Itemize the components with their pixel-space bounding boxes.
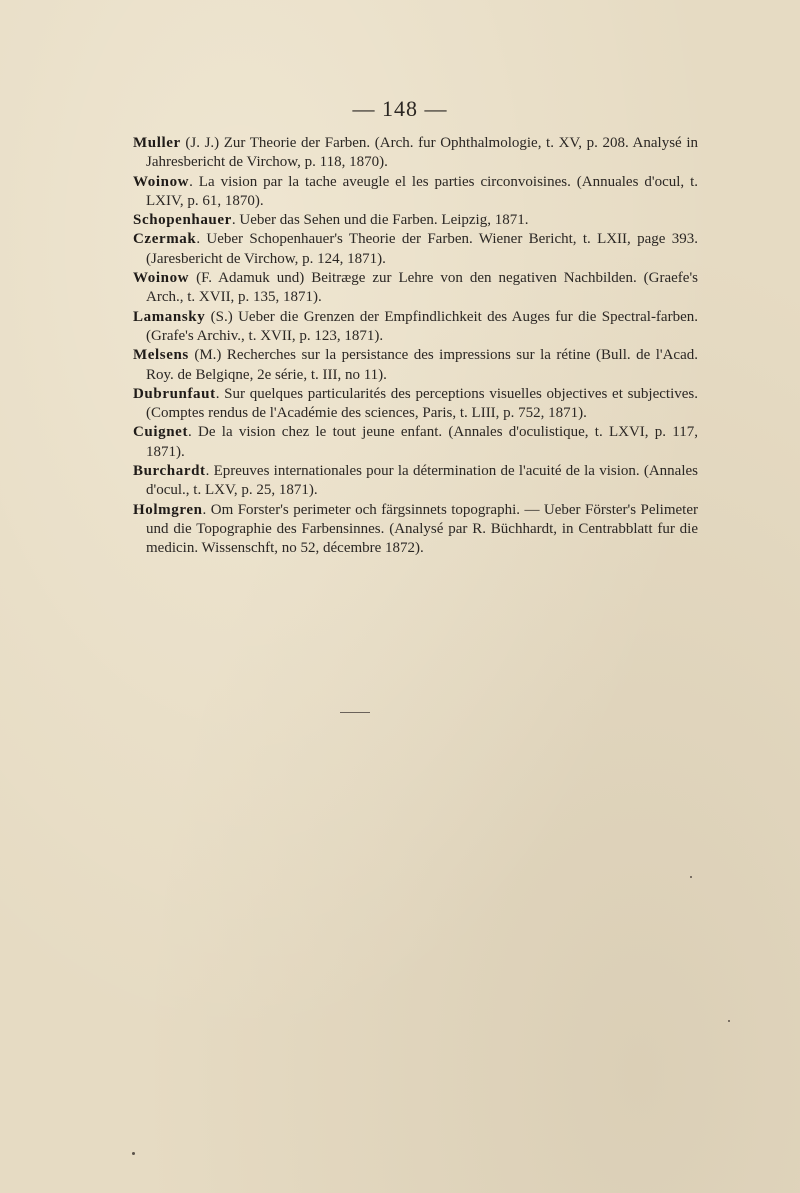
entry-author: Woinow xyxy=(133,270,190,287)
entry-author: Woinow xyxy=(133,173,190,190)
bibliography-entry xyxy=(133,211,698,230)
bibliography-entry xyxy=(133,346,698,385)
bibliography-entry xyxy=(133,173,698,212)
entry-text: (M.) Recherches sur la persistance des impressions sur la rétine (Bull. de l'Acad. Roy. de Belgiqne, 2e série, t. III, no 11). xyxy=(146,347,698,383)
entry-text: (J. J.) Zur Theorie der Farben. (Arch. fur Ophthalmologie, t. XV, p. 208. Analysé in Jahresbericht de Virchow, p. 118, 1870). xyxy=(146,135,698,171)
ink-speck xyxy=(690,876,692,878)
entry-author: Burchardt xyxy=(133,463,206,480)
entry-author: Dubrunfaut xyxy=(133,385,216,402)
entry-text: (F. Adamuk und) Beitræge zur Lehre von den negativen Nachbilden. (Graefe's Arch., t. XVII, p. 135, 1871). xyxy=(146,270,698,306)
bibliography-entry xyxy=(133,423,698,462)
bibliography-list xyxy=(133,134,698,559)
bibliography-entry xyxy=(133,230,698,269)
ink-speck xyxy=(728,1020,730,1022)
page-number: — 148 — xyxy=(352,96,448,121)
entry-author: Holmgren xyxy=(133,501,203,518)
bibliography-entry xyxy=(133,385,698,424)
bibliography-entry xyxy=(133,308,698,347)
entry-author: Cuignet xyxy=(133,424,189,441)
ink-speck xyxy=(132,1152,135,1155)
entry-text: . Om Forster's perimeter och färgsinnets topographi. — Ueber Förster's Pelimeter und die Topographie des Farbensinnes. (Analysé par R. Büchhardt, in Centrabblatt fur die medicin. Wissenschft, no 52, décembre 1872). xyxy=(146,501,698,557)
bibliography-entry xyxy=(133,462,698,501)
entry-author: Muller xyxy=(133,135,181,151)
bibliography-entry xyxy=(133,134,698,173)
entry-text: . Epreuves internationales pour la détermination de l'acuité de la vision. (Annales d'ocul., t. LXV, p. 25, 1871). xyxy=(146,463,698,499)
entry-author: Melsens xyxy=(133,347,189,364)
entry-text: . Ueber das Sehen und die Farben. Leipzig, 1871. xyxy=(231,212,529,229)
entry-author: Lamansky xyxy=(133,308,206,325)
bibliography-entry xyxy=(133,269,698,308)
bibliography-entry xyxy=(133,501,698,559)
entry-text: . La vision par la tache aveugle el les parties circonvoisines. (Annuales d'ocul, t. LXIV, p. 61, 1870). xyxy=(146,173,698,209)
entry-text: . Ueber Schopenhauer's Theorie der Farben. Wiener Bericht, t. LXII, page 393. (Jaresbericht de Virchow, p. 124, 1871). xyxy=(146,231,698,267)
entry-text: . Sur quelques particularités des perceptions visuelles objectives et subjectives. (Comptes rendus de l'Académie des sciences, Paris, t. LIII, p. 752, 1871). xyxy=(146,385,698,422)
entry-text: . De la vision chez le tout jeune enfant. (Annales d'oculistique, t. LXVI, p. 117, 1871). xyxy=(146,424,698,460)
entry-author: Schopenhauer xyxy=(133,212,232,229)
entry-text: (S.) Ueber die Grenzen der Empfindlichkeit des Auges fur die Spectral-farben. (Grafe's Archiv., t. XVII, p. 123, 1871). xyxy=(146,308,698,344)
section-divider xyxy=(340,712,370,713)
entry-author: Czermak xyxy=(133,231,197,248)
